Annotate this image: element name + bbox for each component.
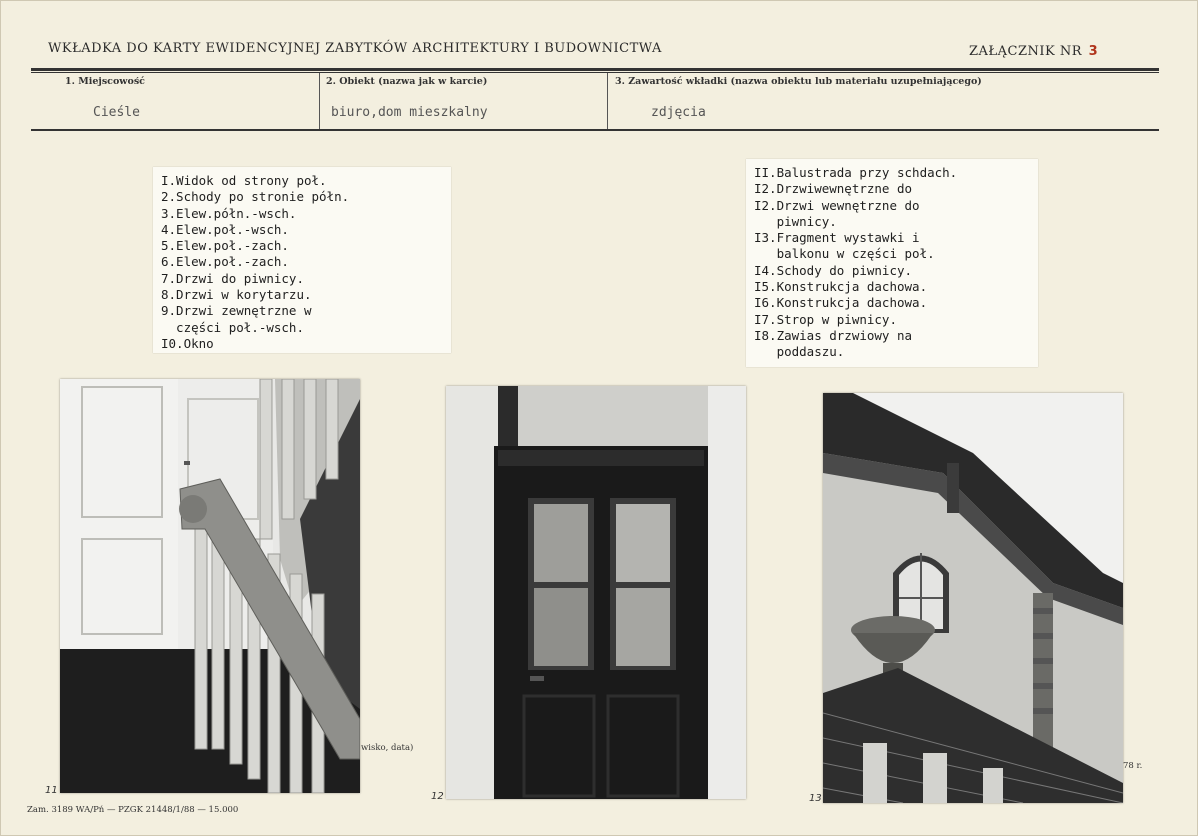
field-value-contents: zdjęcia [651,105,706,120]
caption-line: 2.Schody po stronie półn. [161,189,350,205]
caption-line: I8.Zawias drzwiowy na [754,327,913,343]
field-value-locality: Cieśle [93,105,140,120]
photo-number-13: 13 [809,793,822,804]
caption-line: balkonu w części poł. [754,246,935,262]
caption-line: I5.Konstrukcja dachowa. [754,279,928,295]
caption-line: 5.Elew.poł.-zach. [161,238,289,254]
caption-line: I4.Schody do piwnicy. [754,262,913,278]
caption-line: I.Widok od strony poł. [161,173,327,188]
caption-line: 3.Elew.półn.-wsch. [161,205,297,221]
field-divider-2 [607,73,608,129]
year-fragment: 78 r. [1123,761,1143,771]
attachment-number: 3 [1088,44,1099,59]
top-rule-thin [31,72,1159,73]
photo-gable-balcony [823,393,1123,803]
captions-list-left [153,167,451,353]
field-divider-1 [319,73,320,129]
caption-line: I7.Strop w piwnicy. [754,311,897,327]
photo-balustrade [60,379,360,793]
photo-number-12: 12 [431,791,444,802]
caption-line: I0.Okno [161,335,214,351]
caption-line: II.Balustrada przy schdach. [754,165,958,180]
caption-line: 9.Drzwi zewnętrzne w [161,303,312,319]
photo-door [446,386,746,799]
caption-line: 4.Elew.poł.-wsch. [161,221,289,237]
photo-balustrade-image [60,379,360,793]
field-value-object: biuro,dom mieszkalny [331,105,488,120]
caption-line: I2.Drzwiwewnętrzne do [754,181,913,197]
attachment-label-text: ZAŁĄCZNIK NR [969,44,1083,59]
caption-line: 8.Drzwi w korytarzu. [161,287,312,303]
caption-line: piwnicy. [754,213,837,229]
bottom-rule [31,129,1159,131]
caption-line: I3.Fragment wystawki i [754,230,920,246]
author-field-fragment: wisko, data) [361,743,414,753]
caption-line: 7.Drzwi do piwnicy. [161,270,304,286]
attachment-label [969,44,1098,59]
top-rule [31,68,1159,71]
print-footer: Zam. 3189 WA/Pń — PZGK 21448/1/88 — 15.000 [27,805,239,815]
photo-door-image [446,386,746,799]
field-label-contents: 3. Zawartość wkładki (nazwa obiektu lub materiału uzupełniającego) [615,76,982,87]
caption-line: I6.Konstrukcja dachowa. [754,295,928,311]
field-label-locality: 1. Miejscowość [65,76,145,87]
caption-line: poddaszu. [754,344,845,360]
caption-line: I2.Drzwi wewnętrzne do [754,197,920,213]
caption-line: części poł.-wsch. [161,319,304,335]
captions-list-right [746,159,1038,367]
caption-line: 6.Elew.poł.-zach. [161,254,289,270]
field-label-object: 2. Obiekt (nazwa jak w karcie) [326,76,488,87]
document-title: WKŁADKA DO KARTY EWIDENCYJNEJ ZABYTKÓW ARCHITEKTURY I BUDOWNICTWA [48,41,662,56]
photo-gable-image [823,393,1123,803]
photo-number-11: 11 [45,785,58,796]
